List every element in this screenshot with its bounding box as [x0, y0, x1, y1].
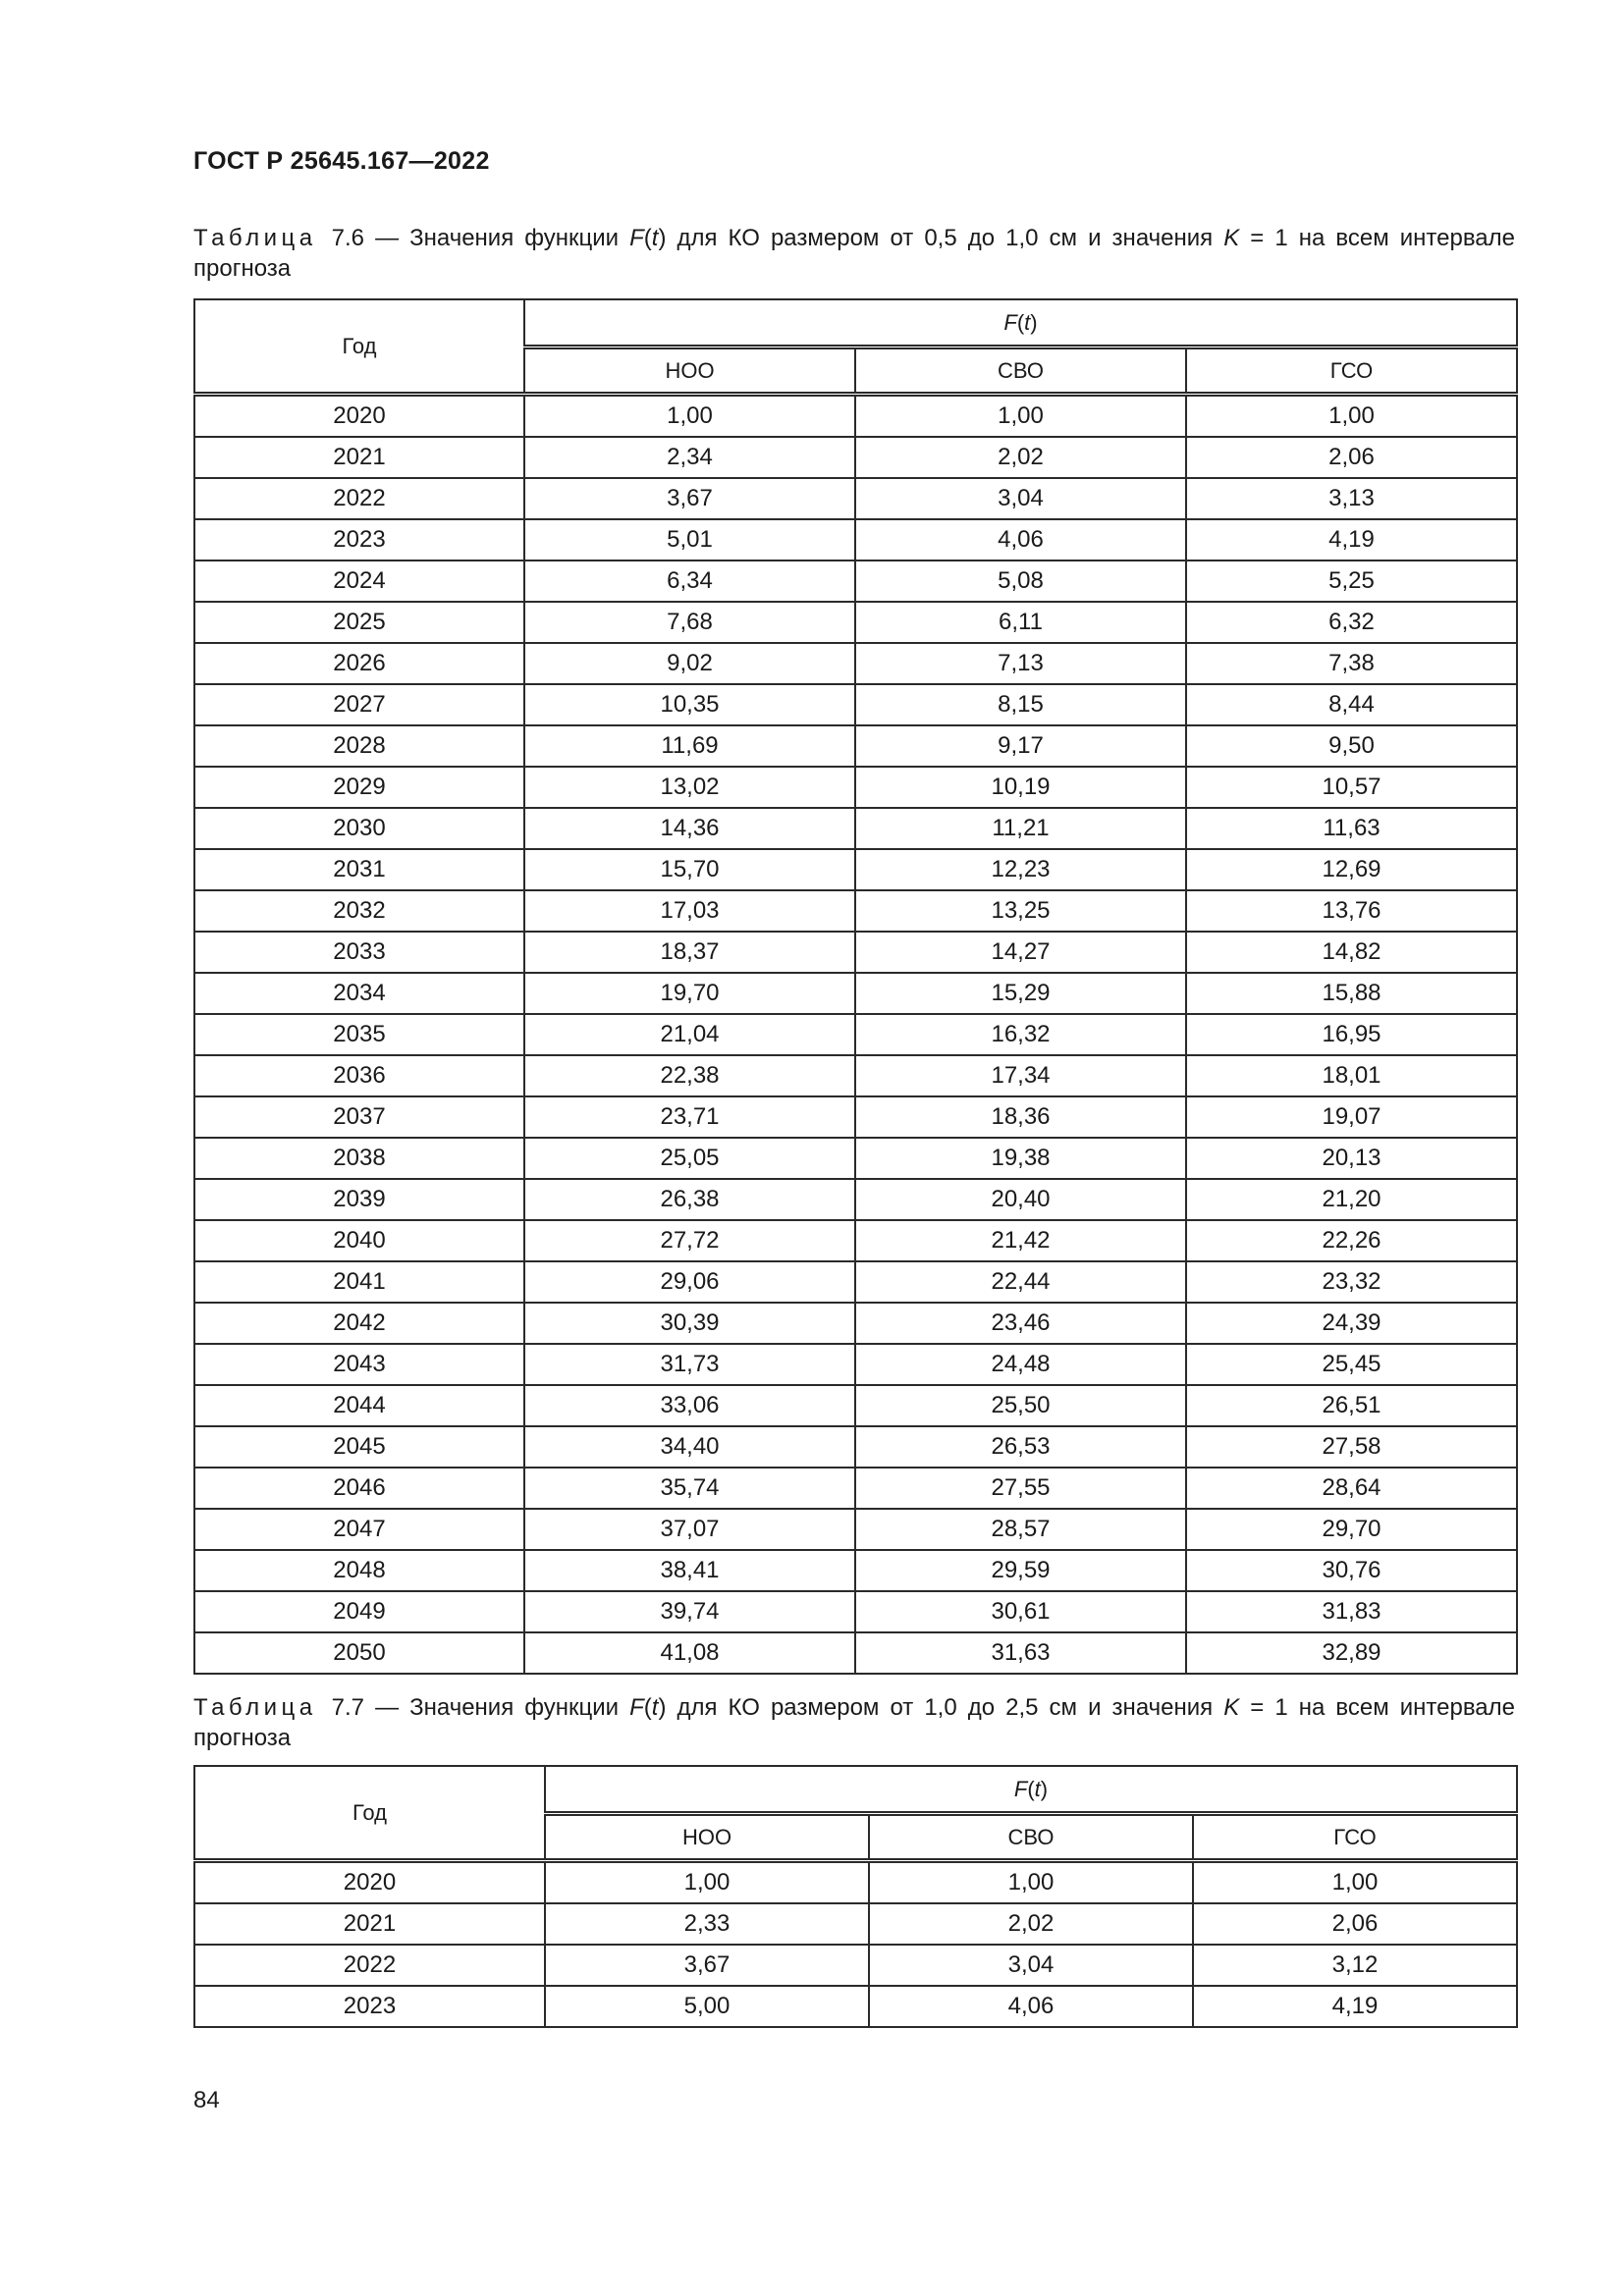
value-cell: 14,36	[524, 808, 855, 849]
caption-text: для КО размером от 1,0 до 2,5 см и значения	[666, 1694, 1224, 1721]
value-cell: 19,70	[524, 973, 855, 1014]
year-cell: 2041	[194, 1261, 524, 1303]
table-row	[194, 1426, 1517, 1468]
caption-number: 7.7	[331, 1694, 365, 1721]
value-cell: 29,06	[524, 1261, 855, 1303]
value-cell: 4,19	[1193, 1986, 1517, 2027]
ft-f: F	[1003, 309, 1017, 335]
value-cell: 18,01	[1186, 1055, 1517, 1096]
value-cell: 9,17	[855, 725, 1186, 767]
table-row	[194, 1632, 1517, 1674]
year-cell: 2038	[194, 1138, 524, 1179]
table-row	[194, 1138, 1517, 1179]
value-cell: 21,42	[855, 1220, 1186, 1261]
value-cell: 6,34	[524, 561, 855, 602]
value-cell: 27,55	[855, 1468, 1186, 1509]
value-cell: 6,11	[855, 602, 1186, 643]
table-row	[194, 849, 1517, 890]
value-cell: 22,26	[1186, 1220, 1517, 1261]
value-cell: 10,19	[855, 767, 1186, 808]
value-cell: 11,63	[1186, 808, 1517, 849]
table-row	[194, 437, 1517, 478]
value-cell: 21,04	[524, 1014, 855, 1055]
caption-text: — Значения функции	[364, 1694, 630, 1721]
caption-text: = 1 на всем интервале прогноза	[193, 225, 1516, 282]
value-cell: 30,39	[524, 1303, 855, 1344]
year-cell: 2023	[194, 519, 524, 561]
value-cell: 1,00	[869, 1861, 1193, 1904]
year-cell: 2033	[194, 932, 524, 973]
value-cell: 13,25	[855, 890, 1186, 932]
value-cell: 28,57	[855, 1509, 1186, 1550]
value-cell: 15,88	[1186, 973, 1517, 1014]
value-cell: 12,69	[1186, 849, 1517, 890]
table-body	[194, 1861, 1517, 2028]
year-cell: 2030	[194, 808, 524, 849]
table-row	[194, 767, 1517, 808]
year-cell: 2036	[194, 1055, 524, 1096]
table-caption: Таблица 7.6 — Значения функции F(t) для КО размером от 0,5 до 1,0 см и значения K = 1 на всем интервале прогноза	[193, 225, 1516, 282]
value-cell: 15,29	[855, 973, 1186, 1014]
table-row	[194, 1179, 1517, 1220]
value-cell: 27,58	[1186, 1426, 1517, 1468]
value-cell: 14,27	[855, 932, 1186, 973]
value-cell: 12,23	[855, 849, 1186, 890]
value-cell: 4,19	[1186, 519, 1517, 561]
year-cell: 2022	[194, 1945, 545, 1986]
value-cell: 29,70	[1186, 1509, 1517, 1550]
table-row	[194, 973, 1517, 1014]
value-cell: 1,00	[545, 1861, 869, 1904]
table-row	[194, 561, 1517, 602]
column-header: ГСО	[1193, 1814, 1517, 1861]
value-cell: 29,59	[855, 1550, 1186, 1591]
value-cell: 2,06	[1193, 1903, 1517, 1945]
value-cell: 35,74	[524, 1468, 855, 1509]
value-cell: 9,02	[524, 643, 855, 684]
value-cell: 39,74	[524, 1591, 855, 1632]
value-cell: 25,50	[855, 1385, 1186, 1426]
ft-t: t	[1024, 309, 1031, 335]
value-cell: 31,73	[524, 1344, 855, 1385]
value-cell: 23,46	[855, 1303, 1186, 1344]
value-cell: 18,36	[855, 1096, 1186, 1138]
table-row	[194, 1986, 1517, 2027]
value-cell: 22,44	[855, 1261, 1186, 1303]
value-cell: 6,32	[1186, 602, 1517, 643]
table-row	[194, 1468, 1517, 1509]
table-row	[194, 684, 1517, 725]
table-row	[194, 1385, 1517, 1426]
table-row	[194, 1945, 1517, 1986]
year-cell: 2027	[194, 684, 524, 725]
caption-text: — Значения функции	[364, 225, 630, 251]
value-cell: 31,83	[1186, 1591, 1517, 1632]
table-row	[194, 1096, 1517, 1138]
value-cell: 11,21	[855, 808, 1186, 849]
caption-number: 7.6	[331, 225, 365, 251]
value-cell: 4,06	[869, 1986, 1193, 2027]
table-body	[194, 395, 1517, 1675]
ft-t: t	[1034, 1776, 1041, 1801]
year-cell: 2043	[194, 1344, 524, 1385]
value-cell: 37,07	[524, 1509, 855, 1550]
year-cell: 2040	[194, 1220, 524, 1261]
document-code: ГОСТ Р 25645.167—2022	[193, 147, 490, 175]
value-cell: 24,48	[855, 1344, 1186, 1385]
value-cell: 1,00	[855, 395, 1186, 438]
value-cell: 34,40	[524, 1426, 855, 1468]
value-cell: 24,39	[1186, 1303, 1517, 1344]
value-cell: 23,71	[524, 1096, 855, 1138]
value-cell: 19,07	[1186, 1096, 1517, 1138]
value-cell: 13,02	[524, 767, 855, 808]
value-cell: 14,82	[1186, 932, 1517, 973]
column-header: СВО	[869, 1814, 1193, 1861]
year-cell: 2025	[194, 602, 524, 643]
year-cell: 2028	[194, 725, 524, 767]
year-cell: 2042	[194, 1303, 524, 1344]
value-cell: 13,76	[1186, 890, 1517, 932]
table-row	[194, 395, 1517, 438]
value-cell: 26,51	[1186, 1385, 1517, 1426]
data-table	[193, 298, 1518, 1675]
value-cell: 16,32	[855, 1014, 1186, 1055]
year-cell: 2037	[194, 1096, 524, 1138]
value-cell: 8,15	[855, 684, 1186, 725]
year-cell: 2032	[194, 890, 524, 932]
year-cell: 2049	[194, 1591, 524, 1632]
value-cell: 2,02	[855, 437, 1186, 478]
table-row	[194, 1303, 1517, 1344]
year-cell: 2044	[194, 1385, 524, 1426]
value-cell: 17,34	[855, 1055, 1186, 1096]
value-cell: 17,03	[524, 890, 855, 932]
value-cell: 25,45	[1186, 1344, 1517, 1385]
table-row	[194, 1903, 1517, 1945]
table-row	[194, 932, 1517, 973]
year-cell: 2031	[194, 849, 524, 890]
year-cell: 2022	[194, 478, 524, 519]
value-cell: 20,13	[1186, 1138, 1517, 1179]
column-header: НОО	[524, 347, 855, 395]
value-cell: 7,13	[855, 643, 1186, 684]
value-cell: 2,34	[524, 437, 855, 478]
value-cell: 16,95	[1186, 1014, 1517, 1055]
value-cell: 3,13	[1186, 478, 1517, 519]
value-cell: 9,50	[1186, 725, 1517, 767]
value-cell: 3,04	[855, 478, 1186, 519]
year-cell: 2050	[194, 1632, 524, 1674]
ft-f: F	[1013, 1776, 1028, 1801]
value-cell: 28,64	[1186, 1468, 1517, 1509]
table-row	[194, 1055, 1517, 1096]
value-cell: 38,41	[524, 1550, 855, 1591]
value-cell: 3,04	[869, 1945, 1193, 1986]
value-cell: 5,01	[524, 519, 855, 561]
caption-k: K	[1223, 225, 1240, 251]
table-row	[194, 478, 1517, 519]
value-cell: 3,67	[545, 1945, 869, 1986]
value-cell: 3,12	[1193, 1945, 1517, 1986]
value-cell: 7,68	[524, 602, 855, 643]
value-cell: 27,72	[524, 1220, 855, 1261]
value-cell: 1,00	[524, 395, 855, 438]
value-cell: 10,35	[524, 684, 855, 725]
caption-t: t	[651, 1694, 659, 1721]
value-cell: 23,32	[1186, 1261, 1517, 1303]
value-cell: 2,33	[545, 1903, 869, 1945]
value-cell: 41,08	[524, 1632, 855, 1674]
caption-f: F	[629, 1694, 644, 1721]
value-cell: 26,38	[524, 1179, 855, 1220]
table-row	[194, 1861, 1517, 1904]
value-cell: 1,00	[1186, 395, 1517, 438]
value-cell: 1,00	[1193, 1861, 1517, 1904]
caption-k: K	[1223, 1694, 1240, 1721]
year-cell: 2045	[194, 1426, 524, 1468]
value-cell: 15,70	[524, 849, 855, 890]
value-cell: 19,38	[855, 1138, 1186, 1179]
value-cell: 5,00	[545, 1986, 869, 2027]
value-cell: 30,61	[855, 1591, 1186, 1632]
year-cell: 2023	[194, 1986, 545, 2027]
table-row	[194, 725, 1517, 767]
year-cell: 2047	[194, 1509, 524, 1550]
column-header: СВО	[855, 347, 1186, 395]
year-cell: 2021	[194, 437, 524, 478]
table-caption: Таблица 7.7 — Значения функции F(t) для КО размером от 1,0 до 2,5 см и значения K = 1 на всем интервале прогноза	[193, 1694, 1516, 1751]
table-row	[194, 1550, 1517, 1591]
value-cell: 26,53	[855, 1426, 1186, 1468]
value-cell: 11,69	[524, 725, 855, 767]
caption-text: = 1 на всем интервале прогноза	[193, 1694, 1516, 1751]
table-row	[194, 643, 1517, 684]
caption-t: t	[651, 225, 659, 251]
year-column-header: Год	[194, 299, 524, 395]
value-cell: 20,40	[855, 1179, 1186, 1220]
value-cell: 2,06	[1186, 437, 1517, 478]
value-cell: 10,57	[1186, 767, 1517, 808]
year-cell: 2021	[194, 1903, 545, 1945]
value-cell: 8,44	[1186, 684, 1517, 725]
caption-word: Таблица	[193, 1694, 317, 1721]
table-row	[194, 1220, 1517, 1261]
value-cell: 5,08	[855, 561, 1186, 602]
table-row	[194, 808, 1517, 849]
value-cell: 32,89	[1186, 1632, 1517, 1674]
value-cell: 31,63	[855, 1632, 1186, 1674]
caption-word: Таблица	[193, 225, 317, 251]
year-column-header: Год	[194, 1766, 545, 1861]
value-cell: 25,05	[524, 1138, 855, 1179]
table-row	[194, 1014, 1517, 1055]
data-table	[193, 1765, 1518, 2028]
table-row	[194, 1509, 1517, 1550]
value-cell: 21,20	[1186, 1179, 1517, 1220]
year-cell: 2026	[194, 643, 524, 684]
value-cell: 7,38	[1186, 643, 1517, 684]
year-cell: 2039	[194, 1179, 524, 1220]
column-header: НОО	[545, 1814, 869, 1861]
table-row	[194, 1344, 1517, 1385]
year-cell: 2046	[194, 1468, 524, 1509]
caption-f: F	[629, 225, 644, 251]
year-cell: 2020	[194, 395, 524, 438]
year-cell: 2029	[194, 767, 524, 808]
year-cell: 2034	[194, 973, 524, 1014]
column-header: ГСО	[1186, 347, 1517, 395]
caption-text: для КО размером от 0,5 до 1,0 см и значения	[666, 225, 1224, 251]
value-cell: 3,67	[524, 478, 855, 519]
table-row	[194, 602, 1517, 643]
value-cell: 33,06	[524, 1385, 855, 1426]
year-cell: 2035	[194, 1014, 524, 1055]
ft-column-header: F(t)	[545, 1766, 1517, 1814]
value-cell: 18,37	[524, 932, 855, 973]
table-row	[194, 890, 1517, 932]
table-row	[194, 1261, 1517, 1303]
value-cell: 2,02	[869, 1903, 1193, 1945]
year-cell: 2048	[194, 1550, 524, 1591]
ft-column-header: F(t)	[524, 299, 1517, 347]
value-cell: 30,76	[1186, 1550, 1517, 1591]
value-cell: 5,25	[1186, 561, 1517, 602]
table-row	[194, 1591, 1517, 1632]
value-cell: 4,06	[855, 519, 1186, 561]
table-row	[194, 519, 1517, 561]
page-number: 84	[193, 2087, 220, 2113]
value-cell: 22,38	[524, 1055, 855, 1096]
year-cell: 2020	[194, 1861, 545, 1904]
year-cell: 2024	[194, 561, 524, 602]
